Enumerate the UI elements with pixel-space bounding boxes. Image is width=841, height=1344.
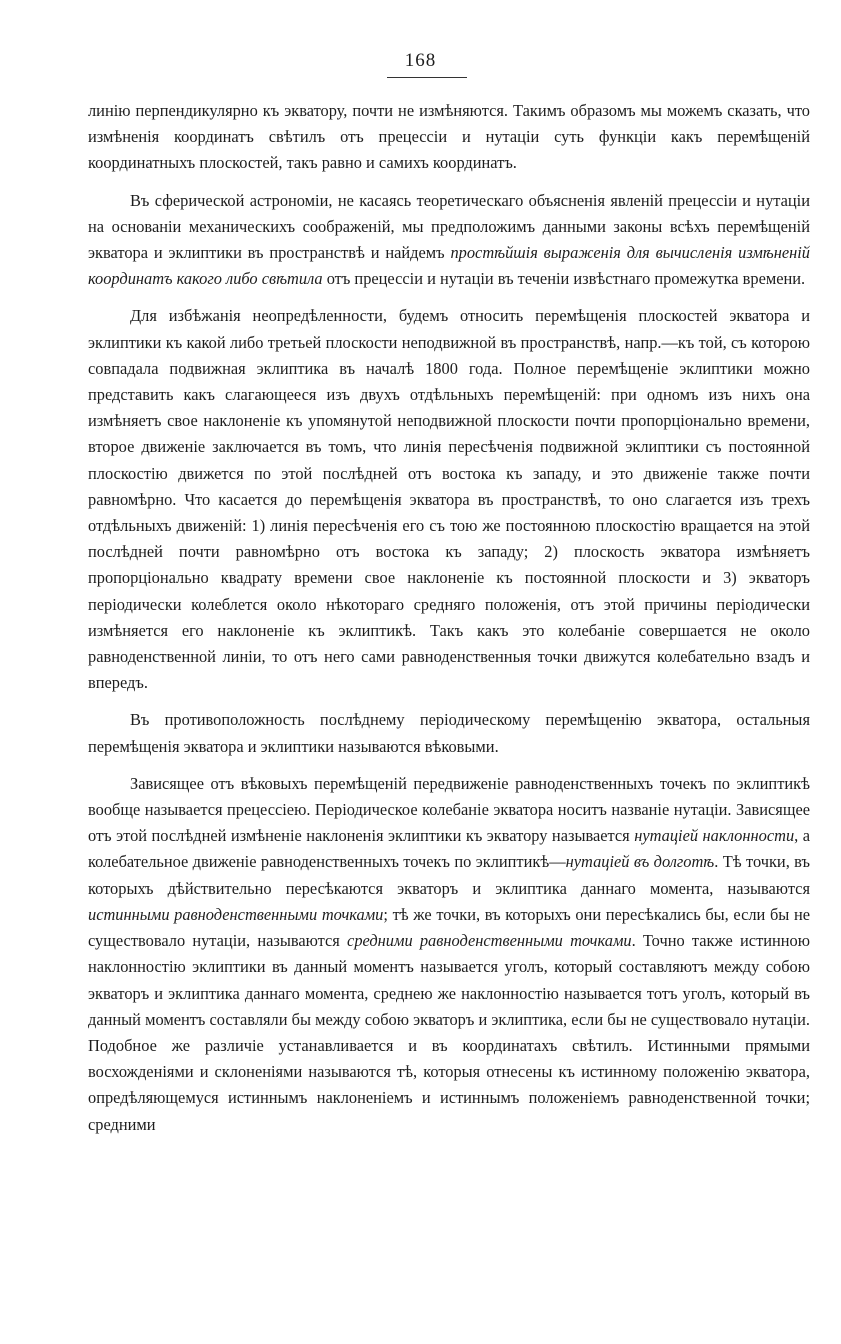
paragraph-5-italic-c: истинными равноденственными точками (88, 904, 384, 924)
paragraph-1 (88, 98, 810, 177)
paragraph-5-text-e: . Точно также истинною наклонностію эклиптики въ данный моментъ называется уголъ, который составляютъ между собою экваторъ и эклиптика даннаго момента, среднею же наклонностію называется тотъ уголъ, который въ данный моментъ составляли бы между собою экваторъ и эклиптика, если бы не существовало нутаціи. Подобное же различіе устанавливается и въ координатахъ свѣтилъ. Истинными прямыми восхожденіями и склоненіями называются тѣ, которыя отнесены къ истинному положенію экватора, опредѣляющемуся истиннымъ наклоненіемъ и истиннымъ положеніемъ равноденственной точки; средними (88, 931, 810, 1134)
paragraph-5-text-c: . Тѣ точки, въ которыхъ дѣйствительно пересѣкаются экваторъ и эклиптика даннаго момента, называются (88, 852, 810, 898)
paragraph-2-text-a: Въ сферической астрономіи, не касаясь теоретическаго объясненія явленій прецессіи и нутаціи на основаніи механическихъ соображеній, мы предположимъ данными законы всѣхъ перемѣщеній экватора и эклиптики въ пространствѣ и найдемъ (88, 190, 810, 263)
body-text (88, 98, 810, 1149)
paragraph-3 (88, 303, 810, 696)
paragraph-3-text: Для избѣжанія неопредѣленности, будемъ относить перемѣщенія плоскостей экватора и эклиптики къ какой либо третьей плоскости неподвижной въ пространствѣ, напр.—къ той, съ которою совпадала подвижная эклиптика въ началѣ 1800 года. Полное перемѣщеніе эклиптики можно представить какъ слагающееся изъ двухъ отдѣльныхъ перемѣщеній: при одномъ изъ нихъ она измѣняетъ свое наклоненіе къ упомянутой неподвижной плоскости почти пропорціонально времени, второе движеніе заключается въ томъ, что линія пересѣченія подвижной эклиптики съ постоянной плоскостію движется по этой послѣдней отъ востока къ западу, и это движеніе также почти равномѣрно. Что касается до перемѣщенія экватора въ пространствѣ, то оно слагается изъ трехъ отдѣльныхъ движеній: 1) линія пересѣченія его съ тою же постоянною плоскостію вращается на этой послѣдней почти равномѣрно отъ востока къ западу; 2) плоскость экватора измѣняетъ пропорціонально квадрату времени свое наклоненіе къ постоянной плоскости и 3) экваторъ періодически колеблется около нѣкотораго средняго положенія, отъ этой причины періодически измѣняется его наклоненіе къ эклиптикѣ. Такъ какъ это колебаніе совершается не около равноденственной линіи, то отъ него сами равноденственныя точки движутся колебательно взадъ и впередъ. (88, 306, 810, 693)
paragraph-2 (88, 188, 810, 293)
paragraph-4 (88, 707, 810, 759)
paragraph-5-italic-b: нутаціей въ долготѣ (565, 852, 715, 872)
paragraph-5-text-b: , а колебательное движеніе равноденственныхъ точекъ по эклиптикѣ— (88, 826, 810, 872)
paragraph-5-italic-d: средними равноденственными точками (347, 931, 632, 951)
paragraph-2-italic: простѣйшія выраженія для вычисленія измѣненій координатъ какого либо свѣтила (88, 243, 810, 289)
paragraph-5-italic-a: нутаціей наклонности (634, 826, 795, 846)
paragraph-5-text-a: Зависящее отъ вѣковыхъ перемѣщеній передвиженіе равноденственныхъ точекъ по эклиптикѣ вообще называется прецессіею. Періодическое колебаніе экватора носитъ названіе нутаціи. Зависящее отъ этой послѣдней измѣненіе наклоненія эклиптики къ экватору называется (88, 773, 810, 846)
paragraph-4-text: Въ противоположность послѣднему періодическому перемѣщенію экватора, остальныя перемѣщенія экватора и эклиптики называются вѣковыми. (88, 710, 810, 756)
paragraph-5 (88, 771, 810, 1138)
paragraph-5-text-d: ; тѣ же точки, въ которыхъ они пересѣкались бы, если бы не существовало нутаціи, называются (88, 904, 811, 951)
paragraph-2-text-b: отъ прецессіи и нутаціи въ теченіи извѣстнаго промежутка времени. (322, 269, 806, 289)
page-number: 168 (404, 50, 437, 71)
page-number-rule (387, 77, 467, 78)
paragraph-1-text: линію перпендикулярно къ экватору, почти не измѣняются. Такимъ образомъ мы можемъ сказать, что измѣненія координатъ свѣтилъ отъ прецессіи и нутаціи суть функціи какъ перемѣщеній координатныхъ плоскостей, такъ равно и самихъ координатъ. (88, 101, 810, 173)
